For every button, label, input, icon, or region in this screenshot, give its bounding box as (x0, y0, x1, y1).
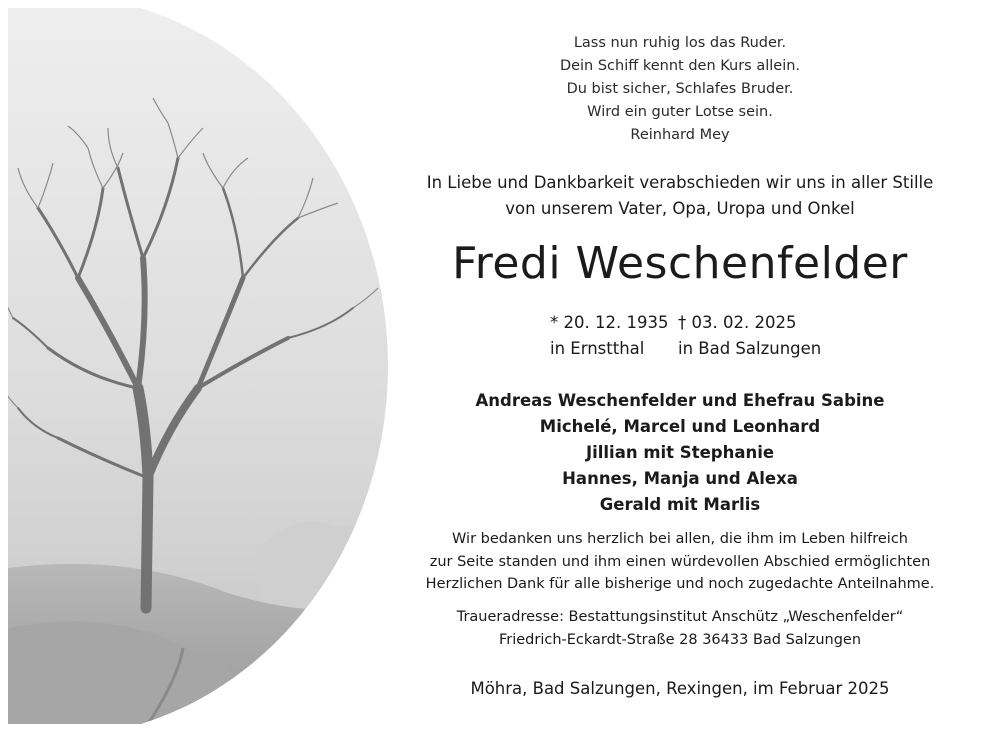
foggy-tree-photo (8, 8, 388, 724)
closing-place-date: Möhra, Bad Salzungen, Rexingen, im Februar 2025 (470, 679, 890, 698)
poem-author: Reinhard Mey (630, 127, 730, 143)
poem-line: Du bist sicher, Schlafes Bruder. (566, 81, 794, 97)
thanks-line: Wir bedanken uns herzlich bei allen, die ihm im Leben hilfreich (452, 531, 908, 547)
birth-place: in Ernstthal (550, 339, 645, 358)
thanks-text (400, 528, 960, 596)
obituary-notice (8, 8, 992, 724)
thanks-line: zur Seite standen und ihm einen würdevollen Abschied ermöglichten (429, 553, 931, 570)
thanks-line: Herzlichen Dank für alle bisherige und noch zugedachte Anteilnahme. (425, 576, 935, 592)
mourner-line: Andreas Weschenfelder und Ehefrau Sabine (475, 391, 885, 410)
intro-line: In Liebe und Dankbarkeit verabschieden wir uns in aller Stille (426, 173, 934, 192)
deceased-name: Fredi Weschenfelder (452, 238, 908, 289)
poem-line: Wird ein guter Lotse sein. (587, 104, 773, 120)
death-date: † 03. 02. 2025 (678, 313, 797, 332)
mourner-line: Hannes, Manja und Alexa (562, 469, 798, 488)
death-place: in Bad Salzungen (678, 339, 822, 358)
intro-text (400, 170, 960, 222)
mourning-address (400, 606, 960, 651)
mourners-list (400, 388, 960, 518)
poem-line: Dein Schiff kennt den Kurs allein. (559, 58, 801, 74)
birth-date: * 20. 12. 1935 (550, 313, 669, 332)
intro-line: von unserem Vater, Opa, Uropa und Onkel (505, 199, 855, 218)
address-line: Traueradresse: Bestattungsinstitut Anschütz „Weschenfelder“ (456, 609, 904, 625)
address-line: Friedrich-Eckardt-Straße 28 36433 Bad Salzungen (498, 631, 862, 648)
birth-info (550, 310, 670, 362)
notice-text (400, 8, 960, 724)
poem (400, 32, 960, 147)
mourner-line: Jillian mit Stephanie (585, 443, 775, 462)
mourner-line: Gerald mit Marlis (599, 495, 761, 514)
mourner-line: Michelé, Marcel und Leonhard (539, 417, 821, 436)
death-info (678, 310, 838, 362)
poem-line: Lass nun ruhig los das Ruder. (573, 35, 787, 51)
